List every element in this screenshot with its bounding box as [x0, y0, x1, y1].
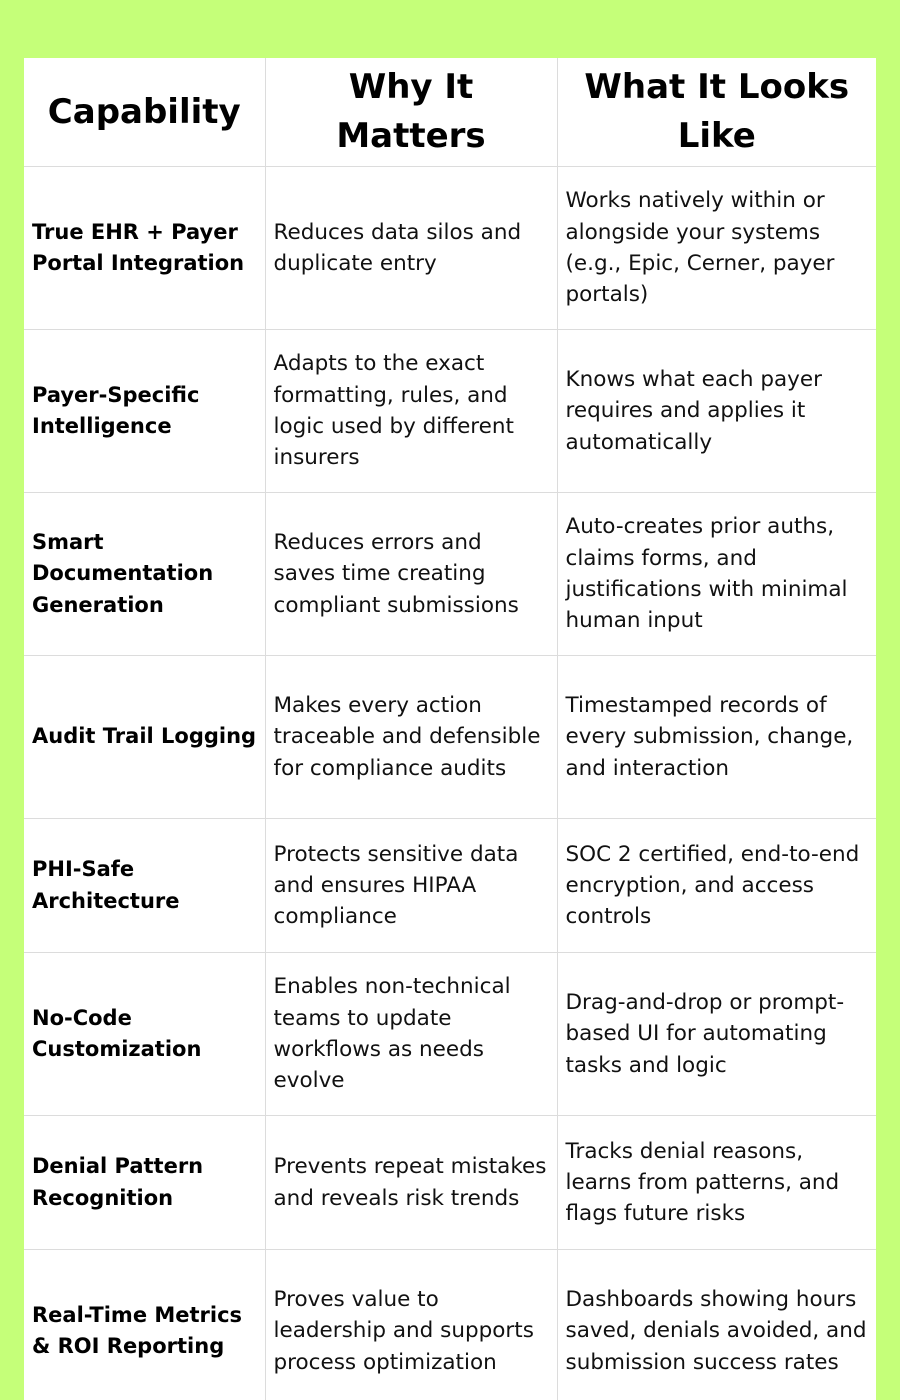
table-row	[24, 819, 876, 953]
capability-cell: Audit Trail Logging	[24, 656, 265, 819]
header-what-it-looks-like: What It Looks Like	[557, 58, 876, 167]
table-row	[24, 656, 876, 819]
why-cell: Reduces errors and saves time creating compliant submissions	[265, 493, 557, 656]
header-capability: Capability	[24, 58, 265, 167]
capability-cell: Denial Pattern Recognition	[24, 1116, 265, 1250]
capability-cell: No-Code Customization	[24, 953, 265, 1116]
table-row	[24, 1250, 876, 1400]
capability-cell: True EHR + Payer Portal Integration	[24, 167, 265, 330]
table-row	[24, 167, 876, 330]
table-row	[24, 953, 876, 1116]
capability-table	[24, 58, 876, 1400]
what-cell: Drag-and-drop or prompt-based UI for automating tasks and logic	[557, 953, 876, 1116]
why-cell: Reduces data silos and duplicate entry	[265, 167, 557, 330]
what-cell: Auto-creates prior auths, claims forms, and justifications with minimal human input	[557, 493, 876, 656]
capability-cell: Real-Time Metrics & ROI Reporting	[24, 1250, 265, 1400]
why-cell: Proves value to leadership and supports process optimization	[265, 1250, 557, 1400]
what-cell: Works natively within or alongside your systems (e.g., Epic, Cerner, payer portals)	[557, 167, 876, 330]
what-cell: Knows what each payer requires and applies it automatically	[557, 330, 876, 493]
what-cell: Timestamped records of every submission, change, and interaction	[557, 656, 876, 819]
what-cell: SOC 2 certified, end-to-end encryption, and access controls	[557, 819, 876, 953]
capability-cell: Payer-Specific Intelligence	[24, 330, 265, 493]
why-cell: Adapts to the exact formatting, rules, and logic used by different insurers	[265, 330, 557, 493]
capability-cell: PHI-Safe Architecture	[24, 819, 265, 953]
why-cell: Enables non-technical teams to update workflows as needs evolve	[265, 953, 557, 1116]
header-why-it-matters: Why It Matters	[265, 58, 557, 167]
table-header-row	[24, 58, 876, 167]
what-cell: Dashboards showing hours saved, denials avoided, and submission success rates	[557, 1250, 876, 1400]
table-row	[24, 493, 876, 656]
why-cell: Makes every action traceable and defensible for compliance audits	[265, 656, 557, 819]
why-cell: Prevents repeat mistakes and reveals risk trends	[265, 1116, 557, 1250]
capability-cell: Smart Documentation Generation	[24, 493, 265, 656]
table-row	[24, 1116, 876, 1250]
capability-table-card	[24, 58, 876, 1400]
what-cell: Tracks denial reasons, learns from patterns, and flags future risks	[557, 1116, 876, 1250]
table-row	[24, 330, 876, 493]
why-cell: Protects sensitive data and ensures HIPAA compliance	[265, 819, 557, 953]
